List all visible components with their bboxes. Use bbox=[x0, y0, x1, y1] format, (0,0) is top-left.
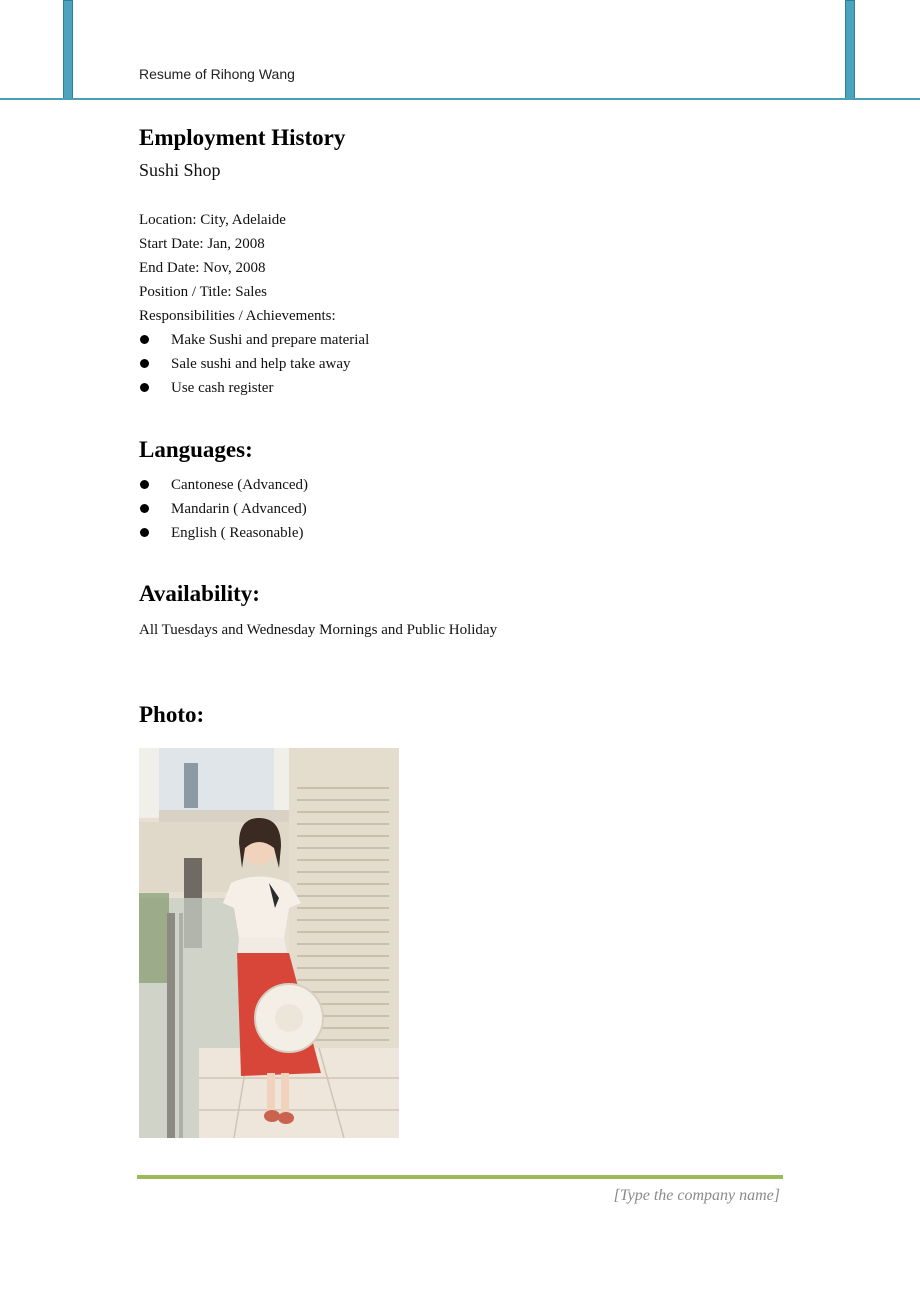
header-title: Resume of Rihong Wang bbox=[139, 66, 295, 82]
availability-heading: Availability: bbox=[139, 581, 260, 606]
list-item-text: Mandarin ( Advanced) bbox=[171, 501, 307, 517]
list-item bbox=[139, 352, 369, 376]
bullet-icon bbox=[140, 359, 149, 368]
bullet-icon bbox=[140, 480, 149, 489]
languages-heading: Languages: bbox=[139, 437, 253, 462]
header-right-bar bbox=[845, 0, 855, 99]
list-item-text: English ( Reasonable) bbox=[171, 525, 304, 541]
job-position: Position / Title: Sales bbox=[139, 284, 267, 300]
profile-photo bbox=[139, 748, 399, 1138]
list-item-text: Make Sushi and prepare material bbox=[171, 332, 370, 348]
footer-divider bbox=[137, 1175, 783, 1179]
list-item-text: Cantonese (Advanced) bbox=[171, 477, 309, 493]
bullet-icon bbox=[140, 528, 149, 537]
bullet-icon bbox=[140, 383, 149, 392]
list-item bbox=[139, 473, 308, 497]
photo-heading: Photo: bbox=[139, 702, 205, 727]
list-item-text: Use cash register bbox=[171, 380, 274, 396]
footer-company-placeholder: [Type the company name] bbox=[613, 1187, 780, 1204]
employment-heading: Employment History bbox=[139, 125, 346, 150]
job-end-date: End Date: Nov, 2008 bbox=[139, 260, 266, 276]
job-location: Location: City, Adelaide bbox=[139, 212, 286, 228]
bullet-icon bbox=[140, 335, 149, 344]
responsibilities-list bbox=[139, 328, 369, 400]
languages-list bbox=[139, 473, 308, 545]
list-item bbox=[139, 328, 369, 352]
header-left-bar bbox=[63, 0, 73, 99]
list-item bbox=[139, 497, 308, 521]
list-item bbox=[139, 521, 308, 545]
bullet-icon bbox=[140, 504, 149, 513]
responsibilities-label: Responsibilities / Achievements: bbox=[139, 308, 336, 324]
list-item-text: Sale sushi and help take away bbox=[171, 356, 351, 372]
header-divider bbox=[0, 98, 920, 100]
company-name: Sushi Shop bbox=[139, 160, 221, 180]
job-start-date: Start Date: Jan, 2008 bbox=[139, 236, 265, 252]
list-item bbox=[139, 376, 369, 400]
availability-text: All Tuesdays and Wednesday Mornings and Public Holiday bbox=[139, 622, 498, 638]
